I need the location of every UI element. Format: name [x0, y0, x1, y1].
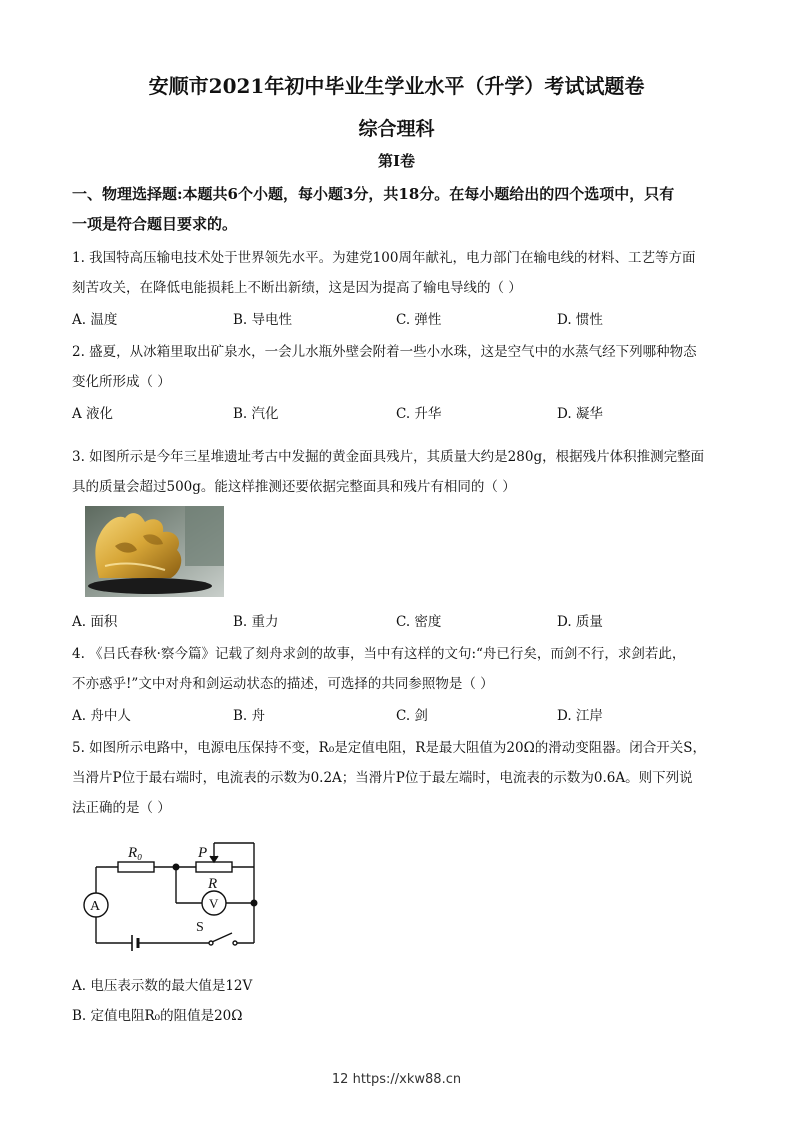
golden-mask-photo	[85, 506, 224, 597]
junction-dot	[251, 900, 257, 906]
question-1-option-d: D. 惯性	[557, 312, 603, 328]
question-5-text: 法正确的是（ ）	[72, 800, 171, 816]
rheostat-r-label: R	[208, 876, 218, 892]
question-5-text: 5. 如图所示电路中，电源电压保持不变，R₀是定值电阻，R是最大阻值为20Ω的滑动变阻器。闭合开关S，	[72, 740, 707, 756]
question-4-text: 4. 《吕氏春秋·察今篇》记载了刻舟求剑的故事，当中有这样的文句:“舟已行矣，而剑不行，求剑若此，	[72, 646, 686, 662]
question-3-option-b: B. 重力	[233, 614, 279, 630]
question-1-option-c: C. 弹性	[396, 312, 442, 328]
question-4-option-a: A. 舟中人	[72, 708, 131, 724]
exam-title: 安顺市2021年初中毕业生学业水平（升学）考试试题卷	[148, 74, 645, 98]
slider-p-label: P	[198, 845, 208, 861]
question-5-option-b: B. 定值电阻R₀的阻值是20Ω	[72, 1008, 243, 1024]
question-5-option-a: A. 电压表示数的最大值是12V	[72, 978, 253, 994]
switch-s-label: S	[196, 920, 204, 935]
question-2-option-b: B. 汽化	[233, 406, 279, 422]
question-1-text: 刻苦攻关，在降低电能损耗上不断出新绩，这是因为提高了输电导线的（ ）	[72, 280, 522, 296]
question-3-text: 具的质量会超过500g。能这样推测还要依据完整面具和残片有相同的（ ）	[72, 479, 516, 495]
question-2-option-d: D. 凝华	[557, 406, 603, 422]
question-3-option-d: D. 质量	[557, 614, 603, 630]
fixed-resistor-r0	[118, 862, 154, 872]
question-4-option-d: D. 江岸	[557, 708, 603, 724]
question-4-text: 不亦惑乎!”文中对舟和剑运动状态的描述，可选择的共同参照物是（ ）	[72, 676, 494, 692]
question-3-option-c: C. 密度	[396, 614, 442, 630]
ammeter-label: A	[90, 899, 101, 914]
section-heading-line2: 一项是符合题目要求的。	[72, 215, 238, 233]
page-footer: 12 https://xkw88.cn	[331, 1072, 462, 1087]
voltmeter-label: V	[209, 896, 219, 911]
r0-label: R₀	[128, 845, 143, 861]
question-1-text: 1. 我国特高压输电技术处于世界领先水平。为建党100周年献礼，电力部门在输电线的材料、工艺等方面	[72, 250, 696, 266]
question-1-option-b: B. 导电性	[233, 312, 293, 328]
question-2-option-a: A 液化	[72, 406, 114, 422]
volume-title: 第I卷	[377, 152, 416, 170]
subject-title: 综合理科	[358, 118, 435, 140]
question-3-text: 3. 如图所示是今年三星堆遗址考古中发掘的黄金面具残片，其质量大约是280g，根据残片体积推测完整面	[72, 449, 705, 465]
section-heading-line1: 一、物理选择题:本题共6个小题，每小题3分，共18分。在每小题给出的四个选项中，只有	[72, 185, 675, 203]
question-2-text: 变化所形成（ ）	[72, 374, 171, 390]
sliding-rheostat-r	[196, 862, 232, 872]
question-5-text: 当滑片P位于最右端时，电流表的示数为0.2A；当滑片P位于最左端时，电流表的示数为0.6A。则下列说	[72, 770, 693, 786]
question-1-option-a: A. 温度	[72, 312, 118, 328]
circuit-diagram	[80, 835, 266, 955]
question-3-option-a: A. 面积	[72, 614, 118, 630]
question-2-text: 2. 盛夏，从冰箱里取出矿泉水，一会儿水瓶外壁会附着一些小水珠，这是空气中的水蒸气经下列哪种物态	[72, 344, 697, 360]
switch-contact	[233, 941, 237, 945]
question-4-option-b: B. 舟	[233, 708, 266, 724]
question-2-option-c: C. 升华	[396, 406, 442, 422]
switch-lever	[212, 933, 232, 942]
question-4-option-c: C. 剑	[396, 708, 428, 724]
